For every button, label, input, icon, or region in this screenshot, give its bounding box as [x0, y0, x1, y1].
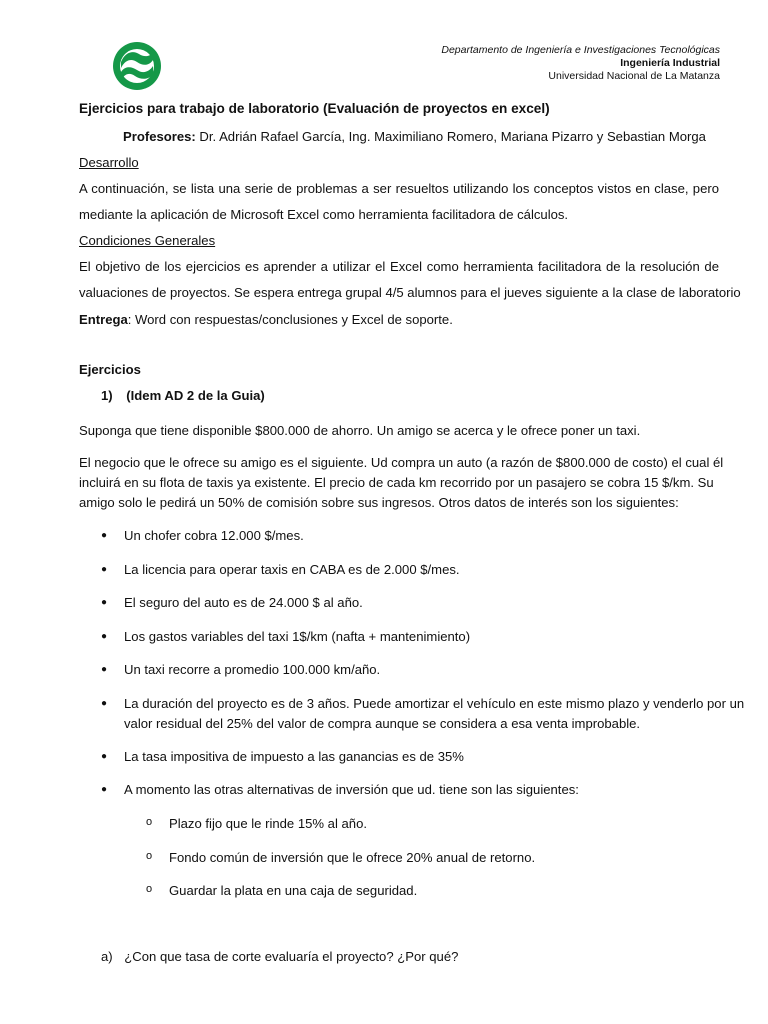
question-a-label: a)	[101, 949, 113, 964]
bullet-item-3: El seguro del auto es de 24.000 $ al año.	[124, 595, 363, 610]
exercise-1-heading	[101, 388, 741, 403]
bullet-item-6-continuation: valor residual del 25% del valor de compra aunque se considera a esa venta improbable.	[124, 716, 641, 731]
professors-label: Profesores:	[123, 129, 196, 144]
bullet-item-4: Los gastos variables del taxi 1$/km (nafta + mantenimiento)	[124, 629, 471, 644]
paragraph-2-line-2: incluirá en su flota de taxis ya existente. El precio de cada km recorrido por un pasajero se cobra 15 $/km. Su	[79, 475, 714, 490]
document-title: Ejercicios para trabajo de laboratorio (Evaluación de proyectos en excel)	[79, 101, 550, 116]
bullet-item-1: Un chofer cobra 12.000 $/mes.	[124, 528, 304, 543]
bullet-marker: ●	[101, 631, 108, 642]
sub-bullet-marker: o	[146, 850, 153, 862]
entrega-label: Entrega	[79, 312, 128, 327]
condiciones-heading: Condiciones Generales	[79, 233, 216, 248]
desarrollo-heading: Desarrollo	[79, 155, 139, 170]
question-a	[101, 949, 741, 964]
department-header	[441, 44, 720, 83]
department-name: Departamento de Ingeniería e Investigaciones Tecnológicas	[441, 44, 720, 56]
question-a-text: ¿Con que tasa de corte evaluaría el proyecto? ¿Por qué?	[124, 949, 459, 964]
bullet-marker: ●	[101, 597, 108, 608]
entrega-text: : Word con respuestas/conclusiones y Excel de soporte.	[127, 312, 453, 327]
exercise-1-title: (Idem AD 2 de la Guia)	[126, 388, 265, 403]
condiciones-line-1: El objetivo de los ejercicios es aprender a utilizar el Excel como herramienta facilitadora de la resolución de	[79, 259, 719, 274]
career-name: Ingeniería Industrial	[620, 57, 720, 69]
sub-bullet-item-1: Plazo fijo que le rinde 15% al año.	[169, 816, 367, 831]
paragraph-2-line-3: amigo solo le pedirá un 50% de comisión sobre sus ingresos. Otros datos de interés son los siguientes:	[79, 495, 679, 510]
bullet-marker: ●	[101, 751, 108, 762]
sub-bullet-item-2: Fondo común de inversión que le ofrece 20% anual de retorno.	[169, 850, 536, 865]
bullet-item-8: A momento las otras alternativas de inversión que ud. tiene son las siguientes:	[124, 782, 579, 797]
exercise-1-number: 1)	[101, 388, 113, 403]
desarrollo-line-2: mediante la aplicación de Microsoft Excel como herramienta facilitadora de cálculos.	[79, 207, 569, 222]
bullet-marker: ●	[101, 664, 108, 675]
university-name: Universidad Nacional de La Matanza	[548, 70, 720, 82]
paragraph-2-line-1: El negocio que le ofrece su amigo es el siguiente. Ud compra un auto (a razón de $800.000 de costo) el cual él	[79, 455, 724, 470]
bullet-marker: ●	[101, 564, 108, 575]
professors-names: Dr. Adrián Rafael García, Ing. Maximiliano Romero, Mariana Pizarro y Sebastian Morga	[199, 129, 706, 144]
condiciones-line-2: valuaciones de proyectos. Se espera entrega grupal 4/5 alumnos para el jueves siguiente a la clase de laboratorio	[79, 285, 741, 300]
desarrollo-line-1: A continuación, se lista una serie de problemas a ser resueltos utilizando los conceptos vistos en clase, pero	[79, 181, 719, 196]
paragraph-1: Suponga que tiene disponible $800.000 de ahorro. Un amigo se acerca y le ofrece poner un taxi.	[79, 423, 641, 438]
bullet-item-6: La duración del proyecto es de 3 años. Puede amortizar el vehículo en este mismo plazo y venderlo por un	[124, 696, 745, 711]
bullet-marker: ●	[101, 698, 108, 709]
bullet-marker: ●	[101, 784, 108, 795]
professors-line	[123, 129, 763, 144]
sub-bullet-marker: o	[146, 883, 153, 895]
sub-bullet-item-3: Guardar la plata en una caja de seguridad.	[169, 883, 418, 898]
university-logo	[111, 40, 163, 92]
ejercicios-heading: Ejercicios	[79, 362, 141, 377]
bullet-item-5: Un taxi recorre a promedio 100.000 km/año.	[124, 662, 381, 677]
sub-bullet-marker: o	[146, 816, 153, 828]
bullet-item-2: La licencia para operar taxis en CABA es de 2.000 $/mes.	[124, 562, 460, 577]
bullet-item-7: La tasa impositiva de impuesto a las ganancias es de 35%	[124, 749, 464, 764]
entrega-line	[79, 312, 719, 327]
bullet-marker: ●	[101, 530, 108, 541]
